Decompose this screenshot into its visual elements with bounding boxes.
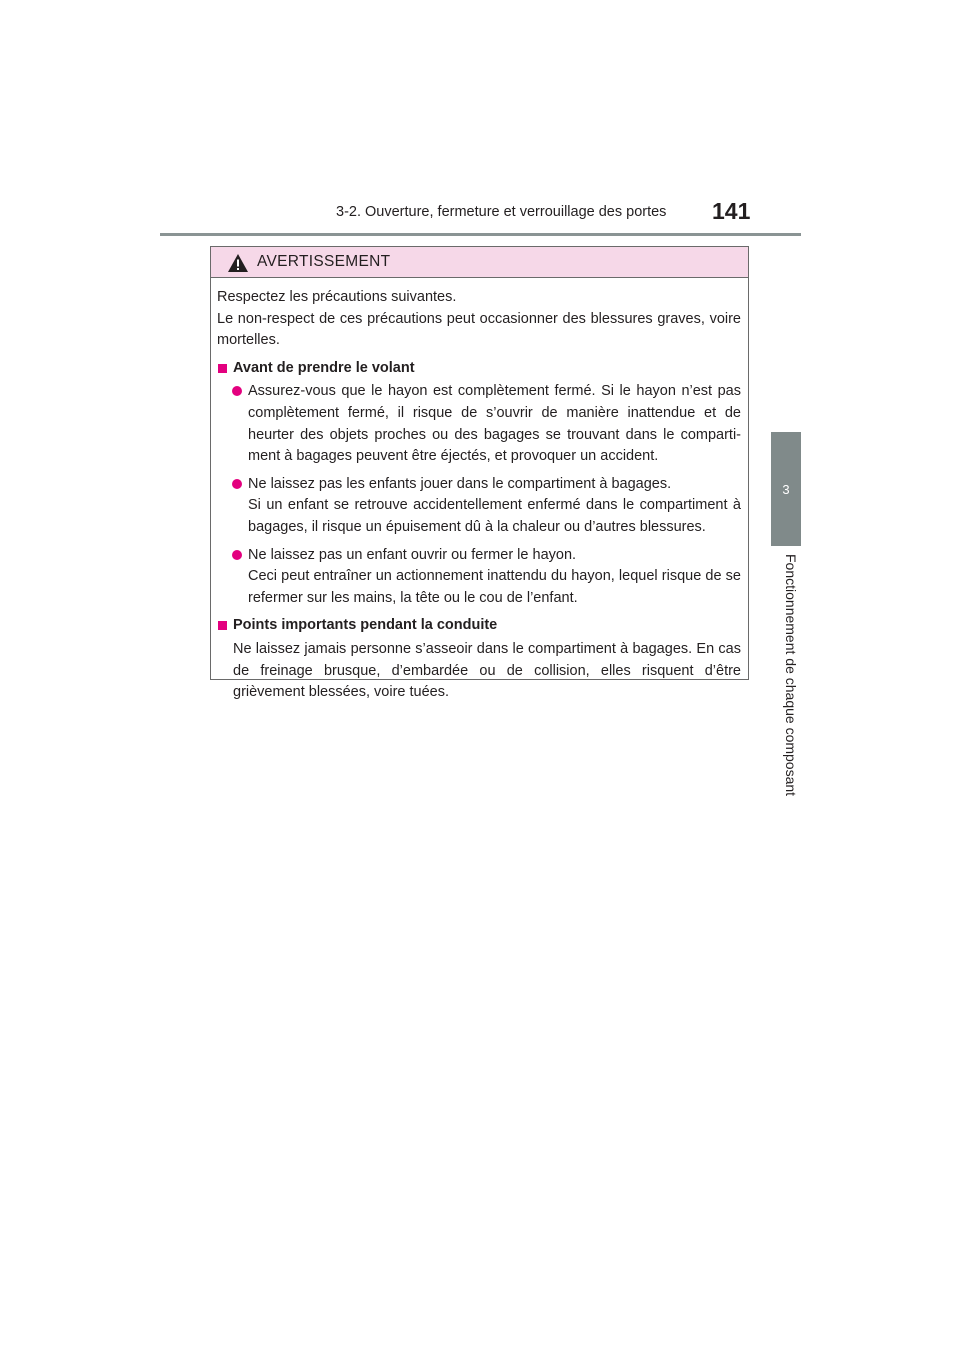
list-item [217, 545, 741, 610]
running-header: 3-2. Ouverture, fermeture et verrouillage des portes [336, 204, 667, 220]
warning-box [210, 246, 749, 701]
intro-line: Respectez les précautions suivantes. [217, 289, 457, 305]
page-number: 141 [712, 198, 751, 224]
section-heading-text: Points importants pendant la conduite [233, 617, 498, 634]
chapter-label: Fonctionnement de chaque composant [783, 554, 799, 797]
intro-line: Le non-respect de ces précautions peut occasionner des blessures graves, voire mortelles. [217, 310, 741, 349]
round-bullet-icon [232, 479, 242, 489]
warning-header [211, 247, 748, 278]
square-bullet-icon [218, 364, 227, 373]
warning-body [211, 278, 748, 704]
section-heading [217, 615, 741, 637]
warning-triangle-icon [227, 253, 249, 273]
round-bullet-icon [232, 550, 242, 560]
section-text: Ne laissez jamais personne s’asseoir dans le compartiment à bagages. En cas de freinage brusque, d’embardée ou de collision, elles risquent d’être grièvement blessées, voire tuées. [233, 640, 741, 701]
header-rule [160, 233, 801, 236]
warning-intro [217, 287, 741, 352]
list-item-text: Ne laissez pas les enfants jouer dans le compartiment à bagages. [248, 475, 672, 492]
list-item [217, 474, 741, 539]
warning-title: AVERTISSEMENT [257, 253, 391, 270]
list-item-text: Ceci peut entraîner un actionnement inattendu du hayon, lequel risque de se refermer sur les mains, la tête ou le cou de l’enfant. [248, 568, 741, 606]
chapter-tab [771, 432, 801, 546]
list-item-text: Si un enfant se retrouve accidentellement enfermé dans le compartiment à bagages, il risque un épuisement dû à la chaleur ou d’autres blessures. [248, 497, 741, 535]
square-bullet-icon [218, 621, 227, 630]
list-item [217, 381, 741, 467]
section-heading [217, 358, 741, 380]
list-item-text: Assurez-vous que le hayon est complètement fermé. Si le hayon n’est pas complètement fermé, il risque de s’ouvrir de manière inattendue et de heurter des objets proches ou des bagages se trouvant dans le comparti-ment à bagages peuvent être éjectés, et provoquer un accident. [248, 383, 741, 465]
bullet-list [217, 381, 741, 609]
round-bullet-icon [232, 386, 242, 396]
chapter-number: 3 [782, 481, 790, 497]
section-heading-text: Avant de prendre le volant [233, 359, 415, 376]
list-item-text: Ne laissez pas un enfant ouvrir ou fermer le hayon. [248, 546, 577, 563]
